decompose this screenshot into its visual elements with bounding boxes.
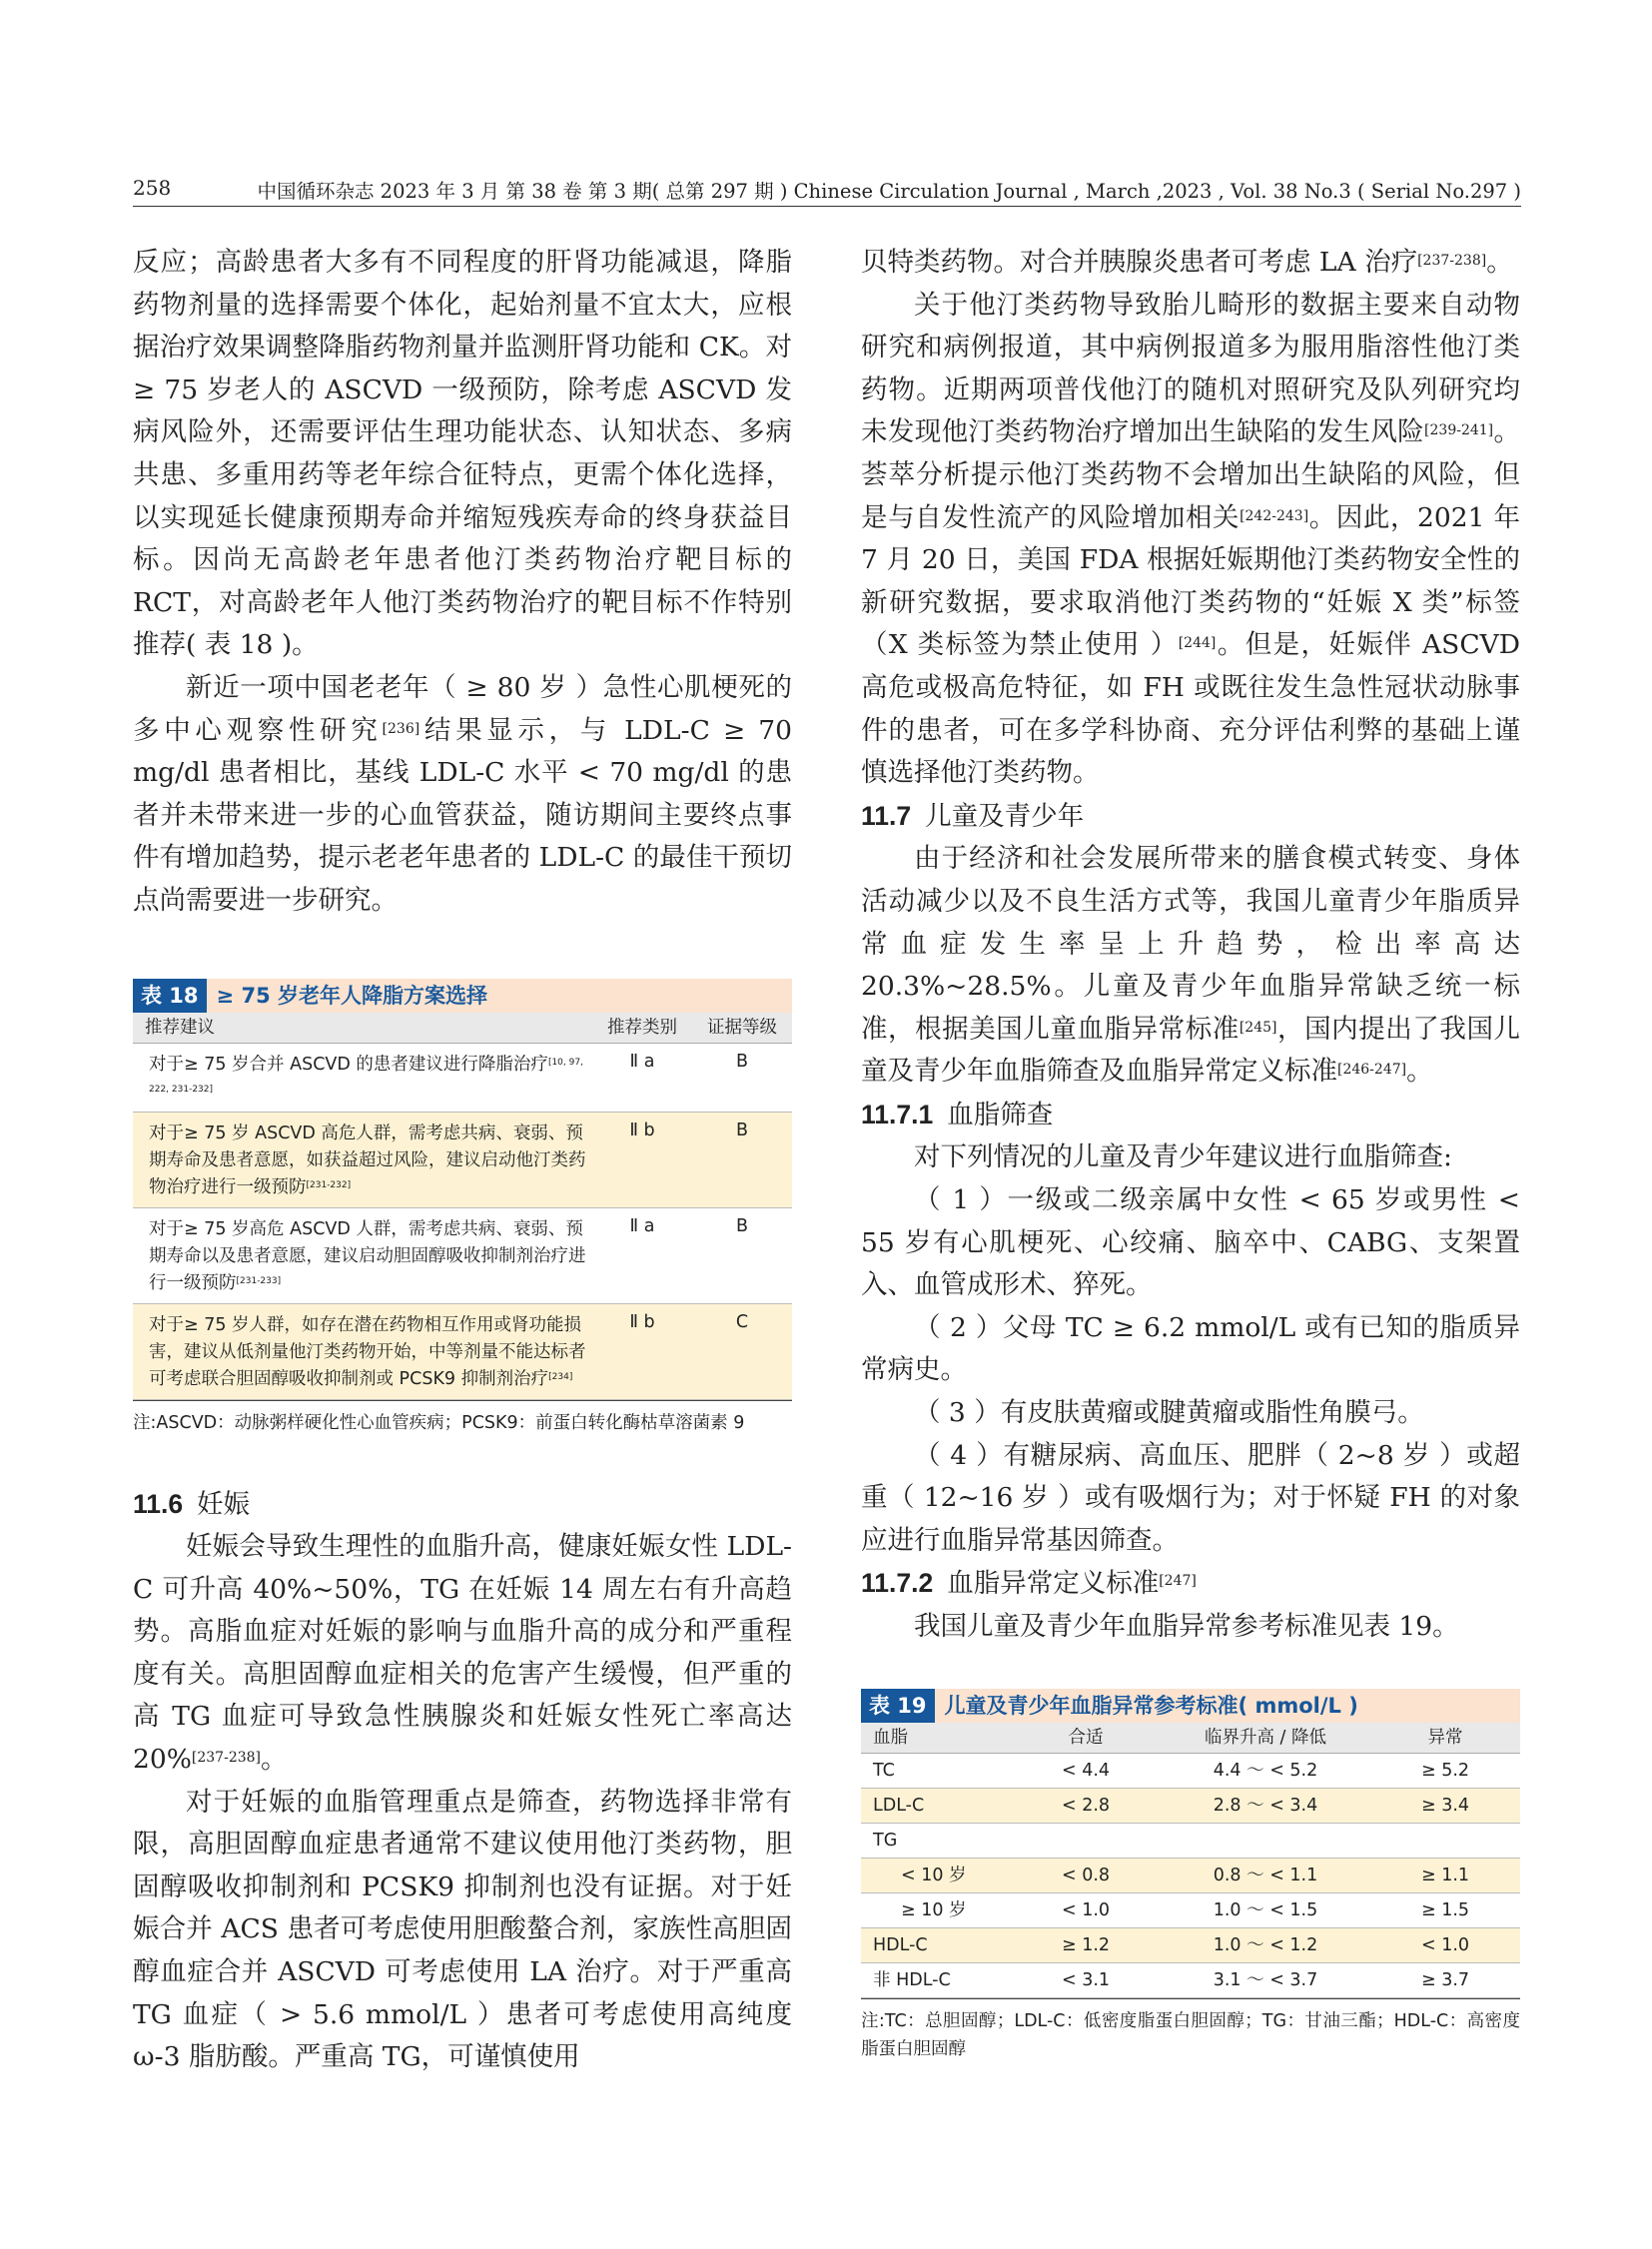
paragraph: 对下列情况的儿童及青少年建议进行血脂筛查: (914, 1141, 1452, 1173)
table-title: ≥ 75 岁老年人降脂方案选择 (216, 983, 487, 1008)
page-number: 258 (133, 176, 172, 200)
column-header: 合适 (1068, 1727, 1104, 1748)
column-header: 证据等级 (707, 1017, 777, 1038)
level-cell: B (735, 1215, 748, 1236)
left-column (133, 242, 792, 2079)
normal-cell: ≥ 1.2 (1061, 1934, 1111, 1955)
paragraph: 由于经济和社会发展所带来的膳食模式转变、身体活动减少以及不良生活方式等，我国儿童青少年脂质异常血症发生率呈上升趋势，检出率高达 20.3%~28.5%。儿童及青少年血脂异常缺乏统一标准，根据美国儿童血脂异常标准[245]，国内提出了我国儿童及青少年血脂筛查及血脂异常定义标准[246-247]。 (861, 843, 1521, 1088)
borderline-cell: 1.0 ～ < 1.5 (1213, 1899, 1318, 1920)
level-cell: B (735, 1051, 748, 1072)
table-note: 注:TC：总胆固醇；LDL-C：低密度脂蛋白胆固醇；TG：甘油三酯；HDL-C：高密度脂蛋白胆固醇 (861, 1998, 1520, 2063)
list-item: （ 2 ）父母 TC ≥ 6.2 mmol/L 或有已知的脂质异常病史。 (861, 1311, 1520, 1386)
lipid-cell: TC (873, 1760, 895, 1781)
column-header: 推荐类别 (607, 1017, 677, 1038)
normal-cell: < 3.1 (1061, 1969, 1111, 1990)
table-number: 表 18 (133, 979, 207, 1013)
borderline-cell: 2.8 ～ < 3.4 (1213, 1795, 1318, 1816)
citation: [236] (382, 720, 420, 737)
table-row (861, 1754, 1520, 1789)
abnormal-cell (1370, 1824, 1520, 1858)
section-heading: 11.6 妊娠 (133, 1488, 251, 1520)
citation: [239-241] (1424, 422, 1494, 439)
class-cell: Ⅱ a (629, 1051, 655, 1072)
paragraph: 妊娠会导致生理性的血脂升高，健康妊娠女性 LDL-C 可升高 40%~50%，TG 在妊娠 14 周左右有升高趋势。高脂血症对妊娠的影响与血脂升高的成分和严重程度有关。高胆固醇血症相关的危害产生缓慢，但严重的高 TG 血症可导致急性胰腺炎和妊娠女性死亡率高达 20%[237-238]。 (133, 1531, 792, 1776)
table-row (133, 1304, 792, 1400)
section-heading: 11.7 儿童及青少年 (861, 800, 1085, 832)
abnormal-cell: ≥ 3.7 (1420, 1969, 1470, 1990)
table-19 (861, 1689, 1520, 2063)
table-row (133, 1044, 792, 1113)
lipid-cell: TG (873, 1830, 898, 1851)
lipid-cell: HDL-C (873, 1934, 928, 1955)
list-item: （ 4 ）有糖尿病、高血压、肥胖（ 2~8 岁 ）或超重（ 12~16 岁 ）或有吸烟行为；对于怀疑 FH 的对象应进行血脂异常基因筛查。 (861, 1439, 1520, 1556)
abnormal-cell: ≥ 3.4 (1420, 1795, 1470, 1816)
paragraph: 反应；高龄患者大多有不同程度的肝肾功能减退，降脂药物剂量的选择需要个体化，起始剂量不宜太大，应根据治疗效果调整降脂药物剂量并监测肝肾功能和 CK。对 ≥ 75 岁老人的 ASCVD 一级预防，除考虑 ASCVD 发病风险外，还需要评估生理功能状态、认知状态、多病共患、多重用药等老年综合征特点，更需个体化选择，以实现延长健康预期寿命并缩短残疾寿命的终身获益目标。因尚无高龄老年患者他汀类药物治疗靶目标的 RCT，对高龄老年人他汀类药物治疗的靶目标不作特别推荐( 表 18 )。 (133, 247, 792, 661)
citation: [237-238] (191, 1750, 262, 1767)
column-header: 推荐建议 (145, 1017, 215, 1038)
citation: [246-247] (1337, 1062, 1407, 1079)
paragraph: 我国儿童及青少年血脂异常参考标准见表 19。 (914, 1611, 1459, 1642)
normal-cell: < 2.8 (1061, 1795, 1111, 1816)
table-row (133, 1113, 792, 1208)
normal-cell (1011, 1824, 1161, 1858)
abnormal-cell: < 1.0 (1420, 1934, 1470, 1955)
lipid-cell: LDL-C (873, 1795, 925, 1816)
table-caption (861, 1689, 1520, 1723)
table-row (861, 1928, 1520, 1963)
column-header: 血脂 (873, 1727, 908, 1748)
lipid-cell: ≥ 10 岁 (901, 1899, 967, 1920)
running-header (133, 176, 1521, 207)
table-row (861, 1824, 1520, 1859)
subsection-heading: 11.7.2 血脂异常定义标准[247] (861, 1568, 1197, 1600)
normal-cell: < 0.8 (1061, 1865, 1111, 1885)
paragraph: 对于妊娠的血脂管理重点是筛查，药物选择非常有限，高胆固醇血症患者通常不建议使用他汀类药物，胆固醇吸收抑制剂和 PCSK9 抑制剂也没有证据。对于妊娠合并 ACS 患者可考虑使用胆酸螯合剂，家族性高胆固醇血症合并 ASCVD 可考虑使用 LA 治疗。对于严重高 TG 血症（ > 5.6 mmol/L ）患者可考虑使用高纯度 ω-3 脂肪酸。严重高 TG，可谨慎使用 (133, 1786, 792, 2073)
table-title: 儿童及青少年血脂异常参考标准( mmol/L ) (944, 1693, 1358, 1718)
table-18 (133, 979, 792, 1437)
class-cell: Ⅱ b (629, 1120, 655, 1140)
abnormal-cell: ≥ 1.1 (1420, 1865, 1470, 1885)
citation: [237-238] (1417, 253, 1487, 269)
recommendation-cell: 对于≥ 75 岁高危 ASCVD 人群，需考虑共病、衰弱、预期寿命以及患者意愿，建议启动胆固醇吸收抑制剂治疗进行一级预防[231-233] (149, 1218, 586, 1293)
class-cell: Ⅱ b (629, 1311, 655, 1332)
paragraph: 关于他汀类药物导致胎儿畸形的数据主要来自动物研究和病例报道，其中病例报道多为服用脂溶性他汀类药物。近期两项普伐他汀的随机对照研究及队列研究均未发现他汀类药物治疗增加出生缺陷的发生风险[239-241]。荟萃分析提示他汀类药物不会增加出生缺陷的风险，但是与自发性流产的风险增加相关[242-243]。因此，2021 年 7 月 20 日，美国 FDA 根据妊娠期他汀类药物安全性的新研究数据，要求取消他汀类药物的“妊娠 X 类”标签（X 类标签为禁止使用 ）[244]。但是，妊娠伴 ASCVD 高危或极高危特征，如 FH 或既往发生急性冠状动脉事件的患者，可在多学科协商、充分评估利弊的基础上谨慎选择他汀类药物。 (861, 289, 1521, 789)
paragraph: 新近一项中国老老年（ ≥ 80 岁 ）急性心肌梗死的多中心观察性研究[236]结果显示，与 LDL-C ≥ 70 mg/dl 患者相比，基线 LDL-C 水平 < 70 mg/dl 的患者并未带来进一步的心血管获益，随访期间主要终点事件有增加趋势，提示老老年患者的 LDL-C 的最佳干预切点尚需要进一步研究。 (133, 671, 792, 916)
table-caption (133, 979, 792, 1013)
lipid-cell: < 10 岁 (901, 1865, 967, 1885)
level-cell: B (735, 1120, 748, 1140)
table-row (861, 1789, 1520, 1824)
recommendation-cell: 对于≥ 75 岁人群，如存在潜在药物相互作用或肾功能损害，建议从低剂量他汀类药物开始，中等剂量不能达标者可考虑联合胆固醇吸收抑制剂或 PCSK9 抑制剂治疗[234] (149, 1314, 586, 1389)
borderline-cell: 3.1 ～ < 3.7 (1213, 1969, 1318, 1990)
list-item: （ 3 ）有皮肤黄瘤或腱黄瘤或脂性角膜弓。 (914, 1397, 1424, 1429)
borderline-cell: 0.8 ～ < 1.1 (1213, 1865, 1318, 1885)
right-column (861, 242, 1520, 2063)
borderline-cell: 4.4 ～ < 5.2 (1213, 1760, 1318, 1781)
column-header: 临界升高 / 降低 (1204, 1727, 1327, 1748)
lipid-cell: 非 HDL-C (873, 1969, 951, 1990)
citation: [244] (1178, 635, 1217, 652)
recommendation-cell: 对于≥ 75 岁合并 ASCVD 的患者建议进行降脂治疗[10, 97, 222, 231-232] (149, 1054, 583, 1095)
citation: [242-243] (1239, 507, 1309, 524)
normal-cell: < 4.4 (1061, 1760, 1111, 1781)
table-row (861, 1893, 1520, 1928)
normal-cell: < 1.0 (1061, 1899, 1111, 1920)
column-header: 异常 (1427, 1727, 1463, 1748)
table-number: 表 19 (861, 1689, 935, 1723)
borderline-cell: 1.0 ～ < 1.2 (1213, 1934, 1318, 1955)
abnormal-cell: ≥ 5.2 (1420, 1760, 1470, 1781)
table-note: 注:ASCVD：动脉粥样硬化性心血管疾病；PCSK9：前蛋白转化酶枯草溶菌素 9 (133, 1400, 792, 1437)
journal-title: 中国循环杂志 2023 年 3 月 第 38 卷 第 3 期( 总第 297 期 ) Chinese Circulation Journal , March ,2023 , Vol. 38 No.3 ( Serial No.297 ) (257, 180, 1521, 203)
table-row (861, 1963, 1520, 1998)
abnormal-cell: ≥ 1.5 (1420, 1899, 1470, 1920)
table-row (133, 1208, 792, 1304)
borderline-cell (1161, 1824, 1370, 1858)
recommendation-cell: 对于≥ 75 岁 ASCVD 高危人群，需考虑共病、衰弱、预期寿命及患者意愿，如获益超过风险，建议启动他汀类药物治疗进行一级预防[231-232] (149, 1123, 586, 1197)
paragraph: 贝特类药物。对合并胰腺炎患者可考虑 LA 治疗[237-238]。 (861, 247, 1513, 278)
citation: [247] (1159, 1573, 1197, 1590)
table-row (861, 1859, 1520, 1893)
subsection-heading: 11.7.1 血脂筛查 (861, 1099, 1054, 1130)
table-header (861, 1723, 1520, 1754)
table-header (133, 1013, 792, 1044)
citation: [245] (1239, 1019, 1277, 1036)
level-cell: C (735, 1311, 749, 1332)
class-cell: Ⅱ a (629, 1215, 655, 1236)
list-item: （ 1 ）一级或二级亲属中女性 < 65 岁或男性 < 55 岁有心肌梗死、心绞痛、脑卒中、CABG、支架置入、血管成形术、猝死。 (861, 1184, 1520, 1301)
